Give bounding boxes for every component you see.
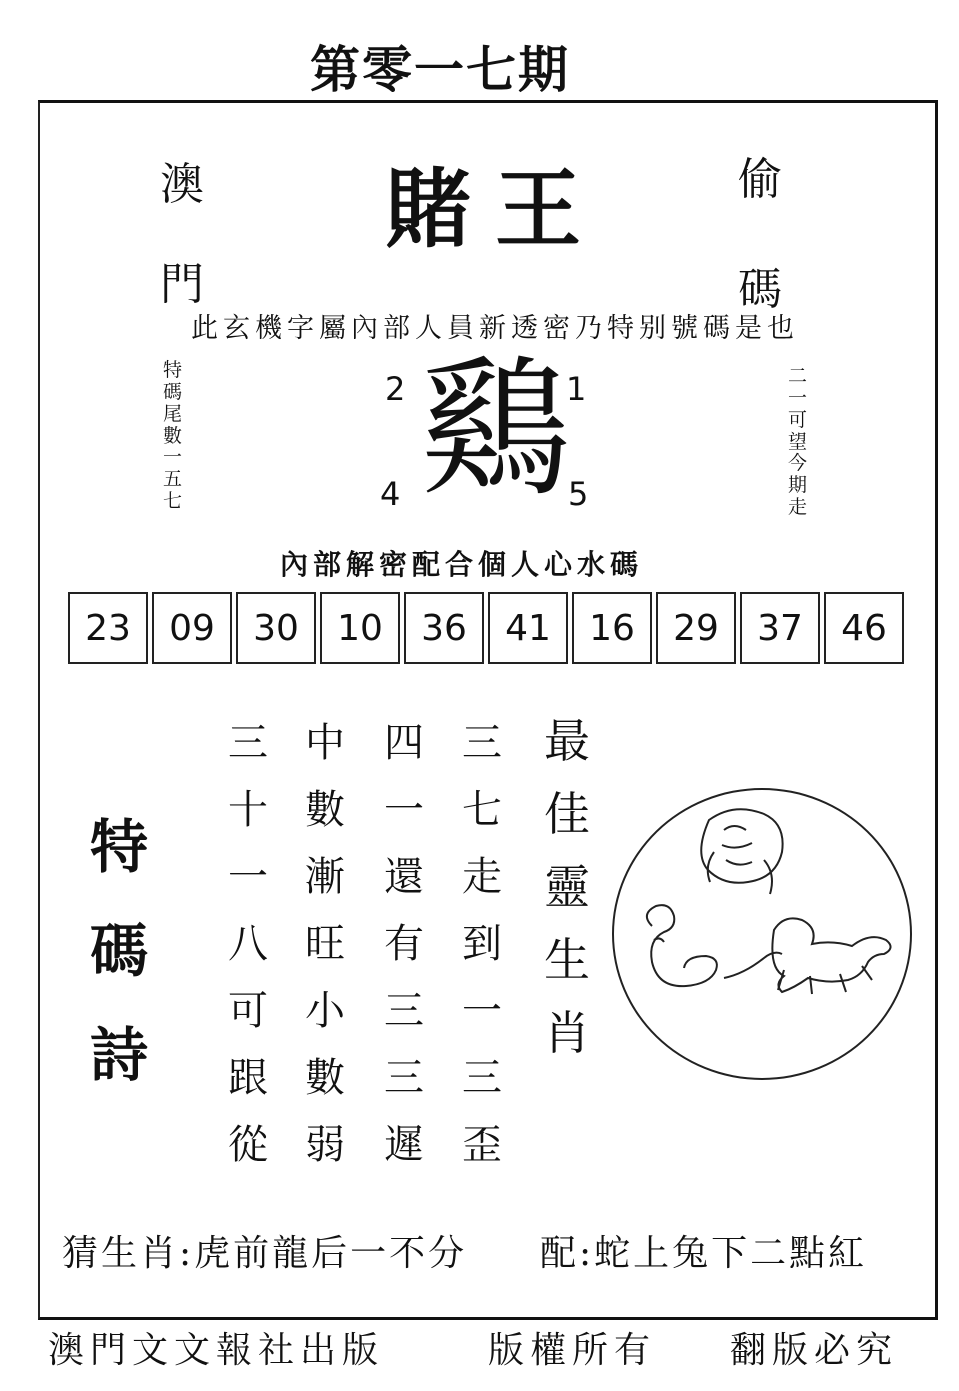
right-side-char: 望 (788, 430, 808, 453)
number-box: 23 (68, 592, 148, 664)
left-corner-char: 門 (160, 259, 204, 310)
poem-column (384, 710, 424, 1179)
poem-heading-char: 詩 (90, 1021, 149, 1089)
poem-char: 走 (462, 854, 502, 900)
poem-char: 十 (228, 787, 268, 833)
poem-char: 遲 (384, 1122, 424, 1168)
poem-char: 一 (462, 988, 502, 1034)
poem-char: 四 (384, 720, 424, 766)
left-side-char: 碼 (163, 380, 183, 403)
poem-char: 三 (384, 1055, 424, 1101)
right-side-text (788, 366, 807, 519)
corner-number-top-right: 1 (566, 370, 587, 408)
right-side-char: 可 (788, 408, 808, 431)
right-side-char: 期 (788, 474, 808, 497)
left-side-char: 尾 (163, 402, 183, 425)
poem-char: 一 (228, 854, 268, 900)
left-side-char: 特 (163, 359, 183, 381)
right-side-char: 走 (788, 496, 808, 519)
number-box: 29 (656, 592, 736, 664)
best-zodiac-char: 肖 (544, 1006, 590, 1060)
poem-heading (90, 795, 148, 1107)
corner-number-bottom-left: 4 (380, 475, 401, 513)
poem-char: 三 (462, 720, 502, 766)
number-box: 36 (404, 592, 484, 664)
best-zodiac-char: 生 (544, 933, 590, 987)
number-box: 16 (572, 592, 652, 664)
poem-char: 小 (305, 988, 345, 1034)
poem-column (305, 710, 345, 1179)
corner-number-top-left: 2 (385, 370, 406, 408)
zodiac-animals-illustration (612, 788, 912, 1080)
poem-char: 到 (462, 921, 502, 967)
right-side-char: 今 (788, 452, 808, 475)
number-box: 09 (152, 592, 232, 664)
right-side-char: 一 (788, 386, 808, 409)
left-side-char: 一 (163, 446, 183, 469)
right-side-char: 二 (788, 365, 808, 387)
best-zodiac-char: 最 (544, 714, 590, 768)
poem-column (228, 710, 268, 1179)
poem-char: 有 (384, 921, 424, 967)
main-title: 賭王 (385, 160, 605, 260)
poem-char: 七 (462, 787, 502, 833)
number-box: 37 (740, 592, 820, 664)
left-side-text (163, 360, 182, 513)
poem-char: 三 (228, 720, 268, 766)
poem-char: 三 (384, 988, 424, 1034)
match-line: 配:蛇上兔下二點紅 (540, 1233, 868, 1274)
right-corner-char: 碼 (738, 264, 782, 315)
number-box: 41 (488, 592, 568, 664)
poem-char: 中 (305, 720, 345, 766)
poem-column (462, 710, 502, 1179)
animals-sketch-icon (614, 790, 910, 1078)
poem-char: 弱 (305, 1122, 345, 1168)
left-corner-char: 澳 (160, 159, 204, 210)
poem-char: 數 (305, 1055, 345, 1101)
best-zodiac-char: 靈 (544, 860, 590, 914)
guess-line: 猜生肖:虎前龍后一不分 (62, 1233, 468, 1274)
footer-copyright: 版權所有 (488, 1330, 657, 1371)
footer-publisher: 澳門文文報社出版 (48, 1330, 385, 1371)
number-box: 10 (320, 592, 400, 664)
poem-char: 跟 (228, 1055, 268, 1101)
best-zodiac-heading (544, 705, 590, 1070)
poem-char: 旺 (305, 921, 345, 967)
poem-char: 可 (228, 988, 268, 1034)
zodiac-character: 鷄 (420, 343, 571, 517)
poem-char: 數 (305, 787, 345, 833)
poem-char: 一 (384, 787, 424, 833)
poem-char: 漸 (305, 854, 345, 900)
left-side-char: 七 (163, 490, 183, 513)
number-box: 30 (236, 592, 316, 664)
left-side-char: 五 (163, 468, 183, 491)
poem-char: 歪 (462, 1122, 502, 1168)
best-zodiac-char: 佳 (544, 787, 590, 841)
poem-char: 從 (228, 1122, 268, 1168)
left-corner-label (160, 135, 204, 335)
issue-title: 第零一七期 (310, 41, 570, 99)
poem-char: 八 (228, 921, 268, 967)
right-corner-char: 偷 (738, 154, 782, 205)
corner-number-bottom-right: 5 (568, 475, 589, 513)
poem-heading-char: 特 (90, 813, 149, 881)
footer-warning: 翻版必究 (730, 1330, 899, 1371)
left-side-char: 數 (163, 424, 183, 447)
poem-heading-char: 碼 (90, 917, 149, 985)
poem-char: 三 (462, 1055, 502, 1101)
number-box: 46 (824, 592, 904, 664)
poem-char: 還 (384, 854, 424, 900)
decode-line: 內部解密配合個人心水碼 (280, 548, 644, 581)
secret-line: 此玄機字屬內部人員新透密乃特别號碼是也 (191, 313, 799, 344)
